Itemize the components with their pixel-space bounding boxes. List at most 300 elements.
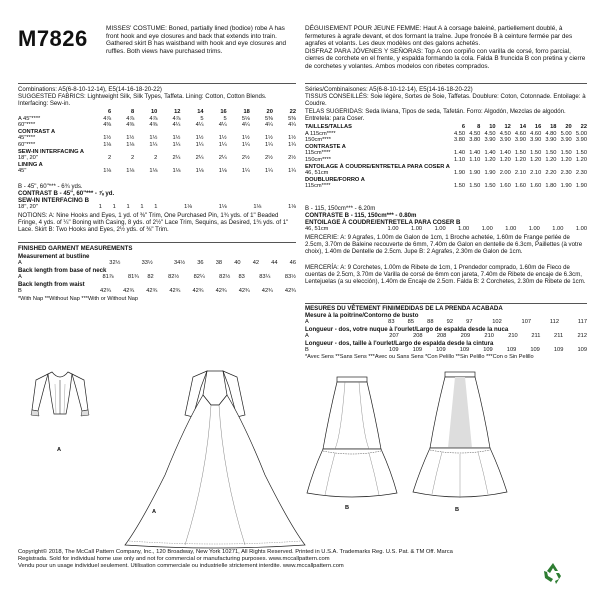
table-cell: 4.50: [469, 130, 481, 137]
table-cell: 34½: [174, 260, 186, 266]
table-cell: 2¼: [195, 155, 204, 162]
table-cell: 10: [151, 109, 158, 115]
table-cell: 2.10: [514, 170, 526, 177]
table-cell: 2½: [264, 155, 273, 162]
table-cell: 2: [154, 155, 158, 162]
table-cell: 3.90: [514, 137, 526, 144]
table-cell: 1¼: [264, 168, 273, 175]
table-row: [18, 155, 296, 162]
table-cell: 3.90: [560, 137, 572, 144]
table-cell: 1.40: [499, 150, 511, 157]
table-cell: 208: [436, 333, 447, 339]
bustline-title-right: Mesure à la poitrine/Contorno de busto: [305, 312, 419, 319]
table-cell: 1⅛: [126, 141, 135, 148]
table-cell: 46: [289, 260, 296, 266]
row-label: SEW-IN INTERFACING A: [18, 148, 85, 155]
table-cell: 1½: [241, 135, 250, 142]
table-cell: 1.90: [469, 170, 481, 177]
row-label: 45": [18, 168, 27, 175]
table-cell: 5: [223, 115, 227, 122]
table-cell: 42¾: [238, 288, 250, 294]
table-cell: 4⅞: [126, 115, 135, 122]
table-cell: [134, 149, 157, 156]
view-b-skirt-front-illustration: [305, 375, 400, 505]
row-label: A: [18, 274, 22, 280]
interfacing-b-table-left: [18, 204, 296, 211]
divider: [305, 83, 587, 84]
table-cell: 4.60: [530, 130, 542, 137]
table-cell: [572, 164, 587, 171]
table-row: [305, 177, 587, 184]
table-cell: 1.20: [575, 156, 587, 163]
row-label: 46, 51cm: [305, 170, 329, 177]
table-cell: 2: [107, 155, 112, 162]
table-cell: 1.00: [387, 226, 399, 232]
table-cell: 8: [131, 109, 135, 115]
table-cell: 1.60: [514, 183, 526, 190]
table-cell: [541, 164, 556, 171]
table-cell: 18: [550, 124, 557, 130]
table-row: [18, 129, 296, 136]
table-cell: [526, 144, 541, 151]
table-cell: [556, 164, 571, 171]
table-cell: 1.20: [560, 156, 572, 163]
table-cell: [111, 149, 134, 156]
table-cell: 211: [531, 333, 541, 339]
table-cell: 1.20: [499, 156, 511, 163]
row-label: 45"****: [18, 135, 36, 142]
bust-row-left: [18, 260, 296, 267]
table-cell: 1.00: [434, 226, 446, 232]
table-cell: [465, 164, 480, 171]
table-cell: 83: [388, 319, 395, 325]
table-cell: 42¾: [215, 288, 227, 294]
table-cell: [88, 162, 111, 169]
table-cell: [180, 162, 203, 169]
back-waist-row-left: [18, 288, 296, 295]
table-cell: 1¼: [149, 141, 158, 148]
view-b-skirt-back-illustration: [410, 370, 510, 505]
table-row: [305, 137, 587, 144]
table-cell: 44: [271, 260, 278, 266]
table-cell: 1.90: [484, 170, 496, 177]
combinations-left: Combinations: A5(6-8-10-12-14), E5(14-16-18-20-22): [18, 86, 162, 93]
table-cell: 16: [534, 124, 542, 130]
fabric-b-left: B - 45", 60"*** - 6¾ yds.: [18, 183, 83, 190]
table-cell: [204, 162, 227, 169]
table-cell: 14: [197, 109, 204, 115]
table-cell: 1¼: [241, 168, 250, 175]
bustline-title: Measurement at bustline: [18, 253, 90, 260]
table-cell: [450, 164, 465, 171]
table-row: [18, 168, 296, 175]
divider: [18, 242, 296, 243]
table-cell: 2.30: [575, 170, 587, 177]
row-label: CONTRASTE A: [305, 143, 346, 150]
table-cell: [157, 149, 180, 156]
table-cell: 4.50: [484, 130, 496, 137]
table-cell: 1.40: [469, 150, 481, 157]
table-cell: 4¼: [241, 122, 250, 129]
table-cell: 1.40: [453, 150, 466, 157]
table-cell: 3.80: [453, 137, 466, 144]
table-row: [305, 164, 587, 171]
table-cell: 109: [577, 347, 587, 353]
table-cell: 22: [580, 124, 587, 130]
table-cell: 107: [521, 319, 532, 325]
table-cell: 83¼: [259, 274, 271, 280]
table-row: [18, 288, 296, 295]
table-cell: 207: [389, 333, 399, 339]
table-cell: 36: [197, 260, 204, 266]
table-cell: 14: [519, 124, 526, 130]
table-cell: [526, 164, 541, 171]
table-cell: [450, 177, 465, 184]
table-cell: 1.20: [514, 156, 526, 163]
table-cell: 109: [436, 347, 446, 353]
table-cell: [572, 177, 587, 184]
back-neck-row-right: [305, 333, 587, 340]
table-cell: 4¼: [264, 122, 273, 129]
row-label: [18, 109, 88, 116]
row-label: TAILLES/TALLAS: [305, 124, 352, 130]
table-cell: 1.50: [545, 150, 557, 157]
size-header-row: [305, 124, 587, 131]
pattern-number: M7826: [18, 26, 88, 51]
table-cell: 1.00: [505, 226, 517, 232]
table-cell: 38: [215, 260, 223, 266]
table-row: [305, 144, 587, 151]
table-cell: [180, 149, 203, 156]
table-row: [18, 260, 296, 267]
row-label: B: [305, 347, 309, 353]
row-label: A 115cm****: [305, 130, 336, 137]
table-cell: 1.90: [453, 170, 466, 177]
table-cell: 4⅜: [126, 122, 135, 129]
table-row: [18, 122, 296, 129]
table-cell: 1.20: [545, 156, 557, 163]
row-label: 150cm****: [305, 137, 331, 144]
copyright-line-1: Copyright© 2018, The McCall Pattern Company, Inc., 120 Broadway, New York 10271, All Rights Reserved. Printed in U.S.A. Trademarks Reg. U.S. Pat. & TM Off. Marca: [18, 549, 453, 555]
table-cell: 1.60: [530, 183, 542, 190]
table-cell: 112: [549, 319, 559, 325]
back-waist-title: Back length from waist: [18, 281, 85, 288]
table-cell: 1.00: [575, 226, 587, 232]
table-cell: 1.00: [411, 226, 423, 232]
table-cell: 4.60: [514, 130, 526, 137]
finished-measurements-title: FINISHED GARMENT MEASUREMENTS: [18, 245, 133, 252]
table-cell: 1⅛: [288, 204, 296, 210]
table-cell: 1: [154, 204, 158, 210]
row-label: DOUBLURE/FORRO A: [305, 176, 365, 183]
table-cell: 208: [413, 333, 423, 339]
interfacing-b-table-right: [305, 226, 587, 233]
table-cell: 1¼: [241, 141, 250, 148]
table-cell: 3.90: [484, 137, 496, 144]
table-row: [18, 116, 296, 123]
table-row: [305, 157, 587, 164]
table-cell: 109: [412, 347, 423, 353]
view-a-label: A: [57, 447, 62, 453]
row-label: CONTRAST A: [18, 128, 56, 135]
row-label: 18", 20": [18, 204, 38, 210]
table-cell: 3.80: [469, 137, 481, 144]
table-cell: 5: [200, 115, 204, 122]
table-cell: [496, 164, 511, 171]
table-cell: 1½: [103, 135, 112, 142]
table-cell: 10: [489, 124, 496, 130]
table-cell: 1.00: [481, 226, 493, 232]
table-cell: 1.50: [560, 150, 572, 157]
table-cell: 3.90: [499, 137, 511, 144]
recycle-icon: [540, 560, 566, 586]
telas-right: TELAS SUGERIDAS: Seda liviana, Tipos de seda, Tafetán. Forro: Algodón, Mezclas de algodón. Entretela: para Coser.: [305, 108, 566, 123]
table-cell: 2.10: [530, 170, 542, 177]
row-label: 150cm****: [305, 156, 331, 163]
back-neck-title-right: Longueur - dos, votre nuque à l'ourlet/Largo de espalda desde la nuca: [305, 326, 509, 333]
table-cell: 3.90: [545, 137, 557, 144]
table-cell: 88: [427, 319, 434, 325]
table-cell: [556, 177, 571, 184]
table-cell: 1¼: [264, 141, 273, 148]
table-cell: 8: [477, 124, 481, 130]
table-cell: [496, 144, 511, 151]
table-cell: 109: [506, 347, 517, 353]
table-cell: 4¼: [172, 122, 181, 129]
table-cell: 40: [234, 260, 241, 266]
row-label: A: [18, 260, 22, 266]
table-cell: 1.10: [453, 156, 466, 163]
table-cell: 5⅜: [288, 115, 296, 122]
table-cell: 109: [389, 347, 399, 353]
table-cell: 1: [98, 204, 102, 210]
table-row: [18, 142, 296, 149]
nap-note-left: *With Nap **Without Nap ***With or Without Nap: [18, 296, 139, 302]
table-row: [18, 274, 296, 281]
table-cell: [526, 177, 541, 184]
table-row: [305, 333, 587, 340]
table-cell: 1.50: [469, 183, 481, 190]
table-cell: 1.00: [552, 226, 564, 232]
table-cell: [511, 144, 526, 151]
table-cell: 16: [220, 109, 227, 115]
back-neck-title: Back length from base of neck: [18, 267, 107, 274]
table-cell: [480, 144, 495, 151]
view-a-robe-back-illustration: [115, 365, 315, 550]
table-cell: 1.90: [560, 183, 572, 190]
table-cell: [250, 162, 273, 169]
table-cell: 20: [266, 109, 273, 115]
row-label: A: [305, 333, 309, 339]
table-cell: 1⅛: [149, 168, 158, 175]
table-cell: 4¼: [195, 122, 204, 129]
table-cell: 1.50: [530, 150, 542, 157]
table-row: [18, 135, 296, 142]
table-cell: 1¼: [172, 141, 181, 148]
table-cell: 81¾: [127, 274, 140, 280]
table-cell: 20: [565, 124, 572, 130]
table-cell: 1⅛: [126, 168, 135, 175]
table-cell: 1: [126, 204, 130, 210]
table-cell: 1: [112, 204, 116, 210]
view-a-bodice-front-illustration: [30, 370, 90, 440]
view-a-back-label: A: [152, 509, 157, 515]
back-neck-row-left: [18, 274, 296, 281]
sew-in-interfacing-b-left: SEW-IN INTERFACING B: [18, 197, 89, 204]
table-cell: [465, 144, 480, 151]
table-cell: 2: [131, 155, 135, 162]
row-label: 115cm****: [305, 150, 331, 157]
table-cell: [227, 162, 250, 169]
table-cell: 2½: [288, 155, 296, 162]
table-cell: 109: [553, 347, 564, 353]
table-cell: 4⅜: [103, 122, 112, 129]
table-cell: [496, 177, 511, 184]
table-cell: 1.20: [484, 156, 496, 163]
table-cell: 1½: [172, 135, 181, 142]
table-cell: [111, 162, 134, 169]
table-cell: 92: [446, 319, 453, 325]
row-label: 60"****: [18, 122, 36, 129]
table-cell: 212: [577, 333, 587, 339]
table-cell: 1.00: [528, 226, 540, 232]
suggested-fabrics-left: SUGGESTED FABRICS: Lightweight Silk, Silk Types, Taffeta. Lining: Cotton, Cotton Blends. Interfacing: Sew-in.: [18, 93, 267, 108]
description-french: DÉGUISEMENT POUR JEUNE FEMME: Haut A à corsage baleiné, partiellement doublé, à fermetures à agrafe devant, et dos formant la traîne. Jupe froncée B à ceinture fermée par des agrafes et volants. Les deux modèles ont des galons achetés.: [305, 25, 573, 48]
table-cell: 2¼: [218, 155, 227, 162]
table-cell: 1: [140, 204, 144, 210]
table-cell: 2.20: [545, 170, 557, 177]
table-cell: 1.90: [575, 183, 587, 190]
row-label: A: [305, 319, 309, 325]
fabric-b-right: B - 115, 150cm*** - 6.20m: [305, 205, 376, 212]
table-cell: 1.80: [545, 183, 557, 190]
table-row: [305, 226, 587, 233]
contrast-b-left: CONTRAST B - 45", 60"*** - ⅞ yd.: [18, 190, 115, 197]
table-cell: 1⅛: [195, 168, 204, 175]
table-cell: [88, 149, 111, 156]
table-cell: [465, 177, 480, 184]
table-cell: 1½: [149, 135, 158, 142]
table-cell: 4.80: [545, 130, 557, 137]
table-cell: 1⅛: [218, 204, 227, 210]
table-row: [305, 131, 587, 138]
table-cell: 82¼: [193, 274, 205, 280]
table-row: [305, 170, 587, 177]
table-cell: 83: [238, 274, 245, 280]
table-cell: 42¾: [100, 288, 112, 294]
table-cell: 6: [461, 124, 466, 130]
description-spanish: DISFRAZ PARA JÓVENES Y SEÑORAS: Top A con corpiño con varilla de corsé, forro parcial, cierres de corchete en el frente, y espalda formando la cola. Falda B fruncida B con pretina y cierre de corchetes y volantes. Ambos modelos con ribetes comprados.: [305, 47, 586, 70]
table-cell: 1½: [264, 135, 273, 142]
table-cell: 1¼: [218, 141, 227, 148]
table-cell: 1.50: [453, 183, 466, 190]
row-label: 18", 20": [18, 155, 38, 162]
table-cell: 85: [407, 319, 414, 325]
table-cell: 1.20: [530, 156, 542, 163]
table-cell: 6: [107, 109, 112, 115]
table-cell: 1.50: [484, 183, 496, 190]
table-cell: 209: [460, 333, 471, 339]
table-cell: [572, 144, 587, 151]
table-cell: 1⅛: [218, 168, 227, 175]
table-cell: 102: [492, 319, 502, 325]
back-waist-title-right: Longueur - dos, taille à l'ourlet/Largo de espalda desde la cintura: [305, 340, 494, 347]
table-cell: 42¾: [169, 288, 181, 294]
table-cell: 5⅛: [241, 115, 250, 122]
table-cell: 109: [530, 347, 540, 353]
yardage-table-right: [305, 124, 587, 190]
back-waist-row-right: [305, 347, 587, 354]
table-row: [305, 347, 587, 354]
table-cell: 2.30: [560, 170, 572, 177]
table-cell: 4⅞: [172, 115, 181, 122]
table-cell: 12: [174, 109, 181, 115]
copyright-line-2: Registrada. Sold for individual home use only and not for commercial or manufacturing purposes. www.mccallpattern.com: [18, 556, 330, 562]
table-cell: 5.00: [575, 130, 587, 137]
suggested-fabrics-right: TISSUS CONSEILLÉS: Soie légère, Sortes de Soie, Taffetas. Doublure: Coton, Cotonnade. Entoilage: à Coudre.: [305, 93, 586, 108]
table-cell: 18: [243, 109, 250, 115]
table-cell: 4.50: [499, 130, 511, 137]
table-cell: 42¾: [123, 288, 135, 294]
table-cell: 42: [252, 260, 260, 266]
view-b-label: B: [345, 505, 350, 511]
table-cell: 109: [459, 347, 470, 353]
merceria-right: MERCERÍA: A: 9 Corchetes, 1.00m de Ribete de 1cm, 1 Prendedor comprado, 1.60m de Fleco de cuentas de 2.5cm, 3.70m de Varilla de corsé de 6mm con jareta, 7.40m de Ribete de encaje de 6.3cm, Lentejuelas (a su elección), 1.40m de Encaje de 2.5cm. Falda B: 2 Corchetes, 2.30m de Ribete de 1cm.: [305, 264, 586, 286]
view-b-back-label: B: [455, 507, 460, 513]
table-cell: 4¼: [288, 122, 296, 129]
table-cell: [273, 162, 296, 169]
table-cell: [556, 144, 571, 151]
table-cell: 4.50: [453, 130, 466, 137]
finished-measurements-title-right: MESURES DU VÊTEMENT FINI/MEDIDAS DE LA PRENDA ACABADA: [305, 305, 503, 312]
table-cell: 1½: [126, 135, 135, 142]
table-cell: [450, 144, 465, 151]
table-cell: 42¾: [284, 288, 296, 294]
table-cell: 1¼: [288, 168, 296, 175]
table-cell: 3.90: [575, 137, 587, 144]
table-cell: [511, 164, 526, 171]
table-cell: 2¼: [172, 155, 181, 162]
description-french-spanish: [305, 25, 590, 71]
table-cell: 1⅛: [103, 141, 112, 148]
table-cell: 33½: [141, 260, 153, 266]
bust-row-right: [305, 319, 587, 326]
table-cell: 210: [484, 333, 494, 339]
sew-in-interfacing-b-right: ENTOILAGE À COUDRE/ENTRETELA PARA COSER B: [305, 219, 461, 226]
nap-note-right: *Avec Sens **Sans Sens ***Avec ou Sans Sens *Con Pelillo **Sin Pelillo ***Con o Sin Pelillo: [305, 354, 534, 360]
row-label: 115cm****: [305, 183, 331, 190]
table-cell: 83½: [284, 274, 296, 280]
table-cell: [480, 177, 495, 184]
table-cell: 82½: [168, 274, 180, 280]
table-cell: 42¾: [261, 288, 273, 294]
table-cell: 117: [577, 319, 587, 325]
table-cell: 1.00: [458, 226, 470, 232]
table-cell: 32½: [109, 260, 121, 266]
row-label: A 45"****: [18, 115, 41, 122]
table-cell: 1.60: [499, 183, 511, 190]
table-cell: 4⅞: [103, 115, 112, 122]
table-row: [18, 204, 296, 211]
table-cell: 109: [483, 347, 493, 353]
table-cell: [511, 177, 526, 184]
row-label: ENTOILAGE À COUDRE/ENTRETELA PARA COSER A: [305, 163, 450, 170]
table-cell: [134, 162, 157, 169]
table-row: [305, 183, 587, 190]
table-cell: 82: [147, 274, 154, 280]
table-cell: 4⅞: [149, 115, 158, 122]
table-cell: 1⅛: [172, 168, 181, 175]
